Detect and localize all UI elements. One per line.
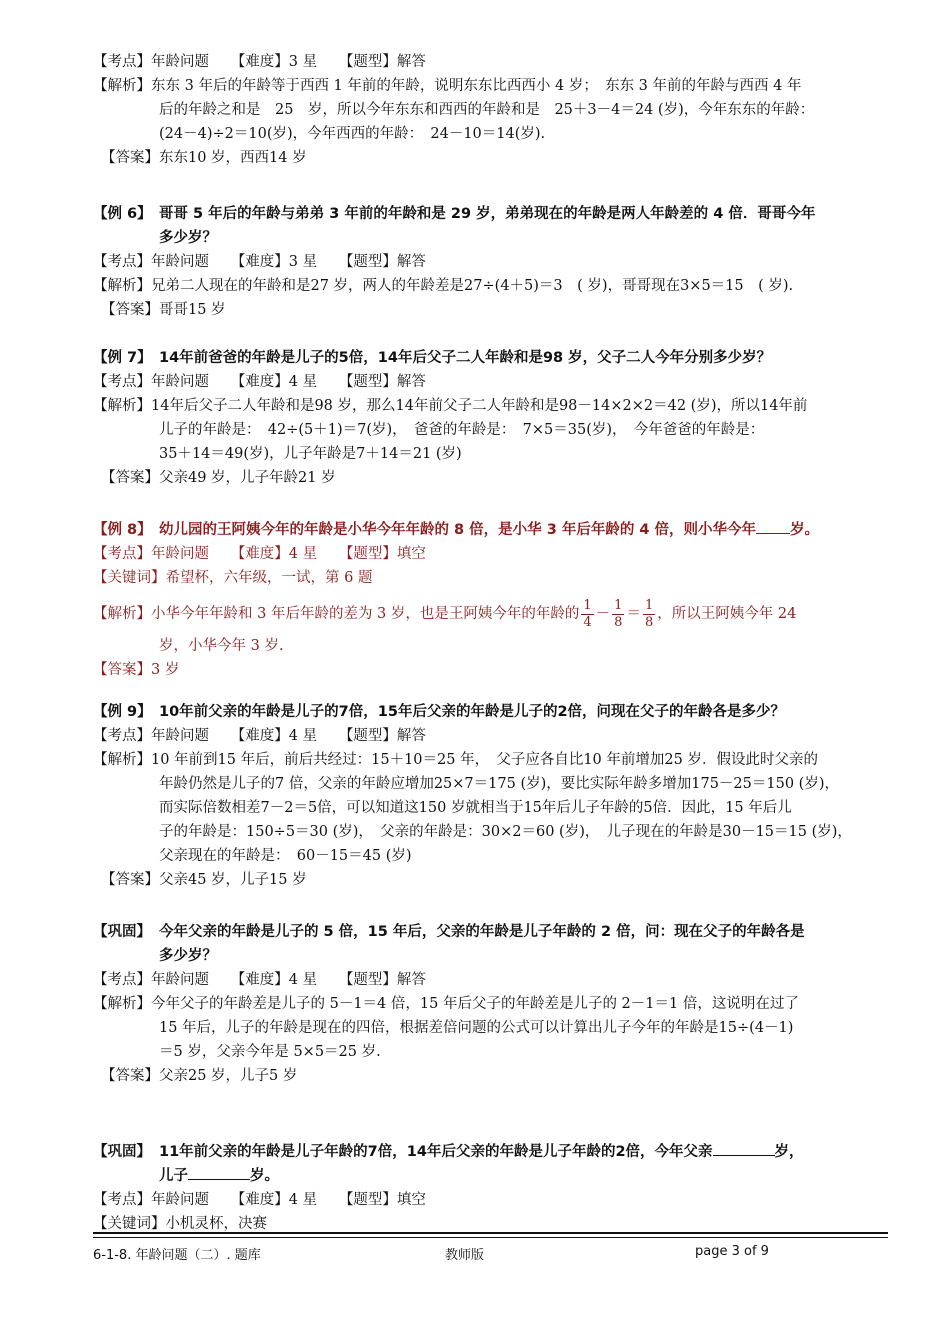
analysis-line: ＝5 岁，父亲今年是 5×5＝25 岁. <box>159 1044 381 1060</box>
numerator: 1 <box>583 597 592 613</box>
minus-sign: － <box>595 606 611 622</box>
answer-line: 【答案】父亲49 岁，儿子年龄21 岁 <box>101 470 336 486</box>
question-label: 【例 9】 <box>93 704 152 720</box>
analysis-line: 【解析】东东 3 年后的年龄等于西西 1 年前的年龄，说明东东比西西小 4 岁； 东东 3 年前的年龄与西西 4 年 <box>93 78 802 94</box>
meta-line: 【考点】年龄问题 【难度】3 星 【题型】解答 <box>93 54 426 70</box>
analysis-line: 【解析】14年后父子二人年龄和是98 岁，那么14年前父子二人年龄和是98－14×2×2＝42 (岁)，所以14年前 <box>93 398 808 414</box>
question-line: 哥哥 5 年后的年龄与弟弟 3 年前的年龄和是 29 岁，弟弟现在的年龄是两人年龄差的 4 倍．哥哥今年 <box>159 206 816 222</box>
answer-line: 【答案】哥哥15 岁 <box>101 302 226 318</box>
question-line: 多少岁？ <box>159 230 217 246</box>
keyword-line: 【关键词】小机灵杯，决赛 <box>93 1216 267 1232</box>
answer-blank <box>756 519 790 534</box>
question-line: 10年前父亲的年龄是儿子的7倍，15年后父亲的年龄是儿子的2倍，问现在父子的年龄各是多少？ <box>159 704 786 720</box>
question-text <box>93 346 893 370</box>
question-label: 【巩固】 <box>93 924 151 940</box>
numerator: 1 <box>644 597 654 613</box>
analysis-line: (24－4)÷2＝10(岁)，今年西西的年龄： 24－10＝14(岁). <box>159 126 546 142</box>
example-9 <box>93 700 893 892</box>
analysis-line: 【解析】兄弟二人现在的年龄和是27 岁，两人的年龄差是27÷(4＋5)＝3 ( 岁)，哥哥现在3×5＝15 ( 岁). <box>93 278 794 294</box>
fraction <box>581 598 593 631</box>
meta-line: 【考点】年龄问题 【难度】4 星 【题型】解答 <box>93 374 426 390</box>
analysis-line: 35＋14＝49(岁)，儿子年龄是7＋14＝21 (岁) <box>159 446 462 462</box>
answer-line: 【答案】父亲45 岁，儿子15 岁 <box>101 872 307 888</box>
question-line: 幼儿园的王阿姨今年的年龄是小华今年年龄的 8 倍，是小华 3 年后年龄的 4 倍，则小华今年 <box>159 522 757 538</box>
solution-block-1 <box>93 50 893 170</box>
question-line-end: 岁。 <box>790 522 820 538</box>
analysis-line: 儿子的年龄是： 42÷(5＋1)＝7(岁)， 爸爸的年龄是： 7×5＝35(岁)， 今年爸爸的年龄是： <box>159 422 765 438</box>
footer-rule <box>93 1232 888 1238</box>
meta-line: 【考点】年龄问题 【难度】4 星 【题型】解答 <box>93 972 426 988</box>
answer-line: 【答案】3 岁 <box>93 662 180 678</box>
question-line: 今年父亲的年龄是儿子的 5 倍，15 年后，父亲的年龄是儿子年龄的 2 倍，问：现在父子的年龄各是 <box>159 924 805 940</box>
fraction <box>612 598 624 631</box>
answer-blank <box>713 1141 775 1156</box>
question-text <box>93 1140 893 1164</box>
question-line: 14年前爸爸的年龄是儿子的5倍，14年后父子二人年龄和是98 岁，父子二人今年分别多少岁？ <box>159 350 772 366</box>
question-line: 11年前父亲的年龄是儿子年龄的7倍，14年后父亲的年龄是儿子年龄的2倍，今年父亲 <box>159 1144 713 1160</box>
question-line: 多少岁？ <box>159 948 217 964</box>
fraction <box>643 598 655 631</box>
denominator: 8 <box>644 614 654 630</box>
meta-line: 【考点】年龄问题 【难度】4 星 【题型】填空 <box>93 546 426 562</box>
analysis-text: 【解析】小华今年年龄和 3 年后年龄的差为 3 岁，也是王阿姨今年的年龄的 <box>93 606 580 622</box>
answer-line: 【答案】东东10 岁，西西14 岁 <box>101 150 307 166</box>
answer-line: 【答案】父亲25 岁，儿子5 岁 <box>101 1068 298 1084</box>
question-text <box>93 518 893 542</box>
question-label: 【例 8】 <box>93 522 152 538</box>
analysis-line: 父亲现在的年龄是： 60－15＝45 (岁) <box>159 848 412 864</box>
question-text <box>93 700 893 724</box>
question-line-end: 岁， <box>774 1144 804 1160</box>
question-label: 【例 6】 <box>93 206 152 222</box>
footer-page-number: page 3 of 9 <box>695 1244 769 1259</box>
analysis-line: 后的年龄之和是 25 岁，所以今年东东和西西的年龄和是 25＋3－4＝24 (岁)，今年东东的年龄： <box>159 102 815 118</box>
denominator: 4 <box>583 614 592 630</box>
denominator: 8 <box>614 614 623 630</box>
analysis-line <box>93 596 893 632</box>
question-text: 儿子 <box>159 1168 188 1184</box>
example-6 <box>93 202 893 322</box>
example-7 <box>93 346 893 490</box>
meta-line: 【考点】年龄问题 【难度】3 星 【题型】解答 <box>93 254 426 270</box>
analysis-line: 15 年后，儿子的年龄是现在的四倍，根据差倍问题的公式可以计算出儿子今年的年龄是15÷(4－1) <box>159 1020 794 1036</box>
analysis-line: 子的年龄是：150÷5＝30 (岁)， 父亲的年龄是：30×2＝60 (岁)， 儿子现在的年龄是30－15＝15 (岁)， <box>159 824 852 840</box>
keyword-line: 【关键词】希望杯，六年级，一试，第 6 题 <box>93 570 373 586</box>
analysis-line: 而实际倍数相差7－2＝5倍，可以知道这150 岁就相当于15年后儿子年龄的5倍．因此，15 年后儿 <box>159 800 792 816</box>
question-label: 【例 7】 <box>93 350 152 366</box>
meta-line: 【考点】年龄问题 【难度】4 星 【题型】填空 <box>93 1192 426 1208</box>
question-text <box>93 202 893 226</box>
consolidation-1 <box>93 920 893 1088</box>
analysis-line: 【解析】今年父子的年龄差是儿子的 5－1＝4 倍，15 年后父子的年龄差是儿子的 2－1＝1 倍，这说明在过了 <box>93 996 799 1012</box>
equals-sign: ＝ <box>626 606 641 622</box>
footer-left: 6-1-8. 年龄问题（二）. 题库 <box>93 1248 261 1263</box>
example-8 <box>93 518 893 682</box>
answer-blank <box>188 1165 250 1180</box>
analysis-text: ，所以王阿姨今年 24 <box>657 606 797 622</box>
question-text <box>93 920 893 944</box>
question-label: 【巩固】 <box>93 1144 151 1160</box>
meta-line: 【考点】年龄问题 【难度】4 星 【题型】解答 <box>93 728 426 744</box>
analysis-line: 岁，小华今年 3 岁. <box>159 638 284 654</box>
consolidation-2 <box>93 1140 893 1236</box>
question-line <box>93 1164 893 1188</box>
numerator: 1 <box>614 597 623 613</box>
analysis-line: 【解析】10 年前到15 年后，前后共经过：15＋10＝25 年， 父子应各自比10 年前增加25 岁．假设此时父亲的 <box>93 752 818 768</box>
analysis-line: 年龄仍然是儿子的7 倍，父亲的年龄应增加25×7＝175 (岁)，要比实际年龄多增加175－25＝150 (岁)， <box>159 776 839 792</box>
question-line-end: 岁。 <box>250 1168 279 1184</box>
footer-center: 教师版 <box>445 1248 485 1263</box>
